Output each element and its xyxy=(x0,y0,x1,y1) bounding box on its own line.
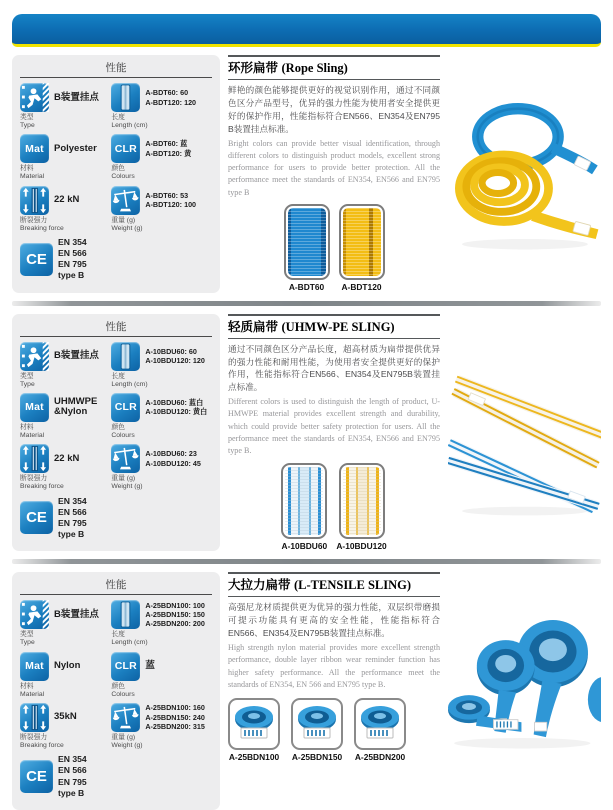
length-icon xyxy=(111,83,140,112)
length-value: A-25BDN100: 100 xyxy=(145,600,205,610)
section-uhmwpe-sling xyxy=(0,314,613,552)
material-value: Polyester xyxy=(54,142,97,154)
caption-cn: 长度 xyxy=(111,631,125,639)
mat-icon: Mat xyxy=(20,134,49,163)
spec-type-value: B装置挂点 xyxy=(54,350,99,362)
length-value: A-10BDU120: 120 xyxy=(145,356,205,366)
page-header-bar xyxy=(12,14,601,47)
spec-breaking-force xyxy=(20,703,105,750)
product-card xyxy=(354,698,406,762)
material-value: UHMWPE xyxy=(54,396,98,408)
caption-en: Colours xyxy=(111,173,135,181)
caption-cn: 类型 xyxy=(20,631,34,639)
caption-cn: 颜色 xyxy=(111,423,125,431)
caption-cn: 材料 xyxy=(20,682,34,690)
ce-mark-icon: CE xyxy=(20,243,53,276)
spec-certifications xyxy=(20,237,105,282)
spec-breaking-force xyxy=(20,186,105,233)
falling-person-icon xyxy=(20,600,49,629)
spec-weight xyxy=(111,444,212,491)
caption-en: Length (cm) xyxy=(111,639,148,647)
spec-type-value: B装置挂点 xyxy=(54,608,99,620)
caption-cn: 长度 xyxy=(111,372,125,380)
caption-en: Material xyxy=(20,173,45,181)
ce-standards: EN 354 EN 566 EN 795 type B xyxy=(58,236,87,281)
caption-cn: 重量 (g) xyxy=(111,216,136,224)
colour-value: A-BDT120: 黄 xyxy=(145,148,192,158)
caption-cn: 重量 (g) xyxy=(111,475,136,483)
caption-cn: 颜色 xyxy=(111,165,125,173)
product-photo-rope-sling xyxy=(448,55,601,293)
caption-en: Length (cm) xyxy=(111,380,148,388)
spec-colours xyxy=(111,134,212,181)
length-value: A-BDT60: 60 xyxy=(145,88,189,98)
description-en: Different colors is used to distinguish the length of product, U-HMWPE material provides excellent strength and durability, which could provide better safety protection for users. All the performance meet the standards of EN354, EN566 and EN795 type B. xyxy=(228,397,440,456)
caption-en: Breaking force xyxy=(20,224,64,232)
weight-value: A-25BDN200: 315 xyxy=(145,722,205,732)
caption-en: Type xyxy=(20,122,35,130)
section-divider xyxy=(12,559,601,564)
caption-cn: 断裂强力 xyxy=(20,216,48,224)
caption-cn: 断裂强力 xyxy=(20,733,48,741)
length-value: A-25BDN150: 150 xyxy=(145,610,205,620)
length-icon xyxy=(111,600,140,629)
caption-en: Material xyxy=(20,432,45,440)
caption-en: Weight (g) xyxy=(111,483,143,491)
description-cn: 高强尼龙材质提供更为优异的强力性能，双层织带磨损可提示功能具有更高的安全性能，性能指标符合EN566、EN354及EN795B装置挂点标准。 xyxy=(228,602,440,639)
caption-cn: 材料 xyxy=(20,165,34,173)
caption-en: Material xyxy=(20,690,45,698)
caption-en: Breaking force xyxy=(20,742,64,750)
spec-type xyxy=(20,342,105,389)
swatch-label: A-10BDU60 xyxy=(281,540,328,551)
section-content xyxy=(228,55,440,292)
product-swatch xyxy=(339,204,385,292)
webbing-photo-blue-white xyxy=(281,463,327,539)
caption-en: Length (cm) xyxy=(111,122,148,130)
mat-icon: Mat xyxy=(20,652,49,681)
section-l-tensile-sling xyxy=(0,572,613,810)
webbing-photo-yellow xyxy=(339,204,385,280)
spec-panel xyxy=(12,572,220,810)
webbing-photo-blue xyxy=(284,204,330,280)
description-cn: 鲜艳的颜色能够提供更好的视觉识别作用，通过不同颜色区分产品型号，优异的强力性能为使用者安全提供更好的保护作用，性能指标符合EN566、EN354及EN795 B装置挂点标准。 xyxy=(228,85,440,134)
webbing-photo-yellow-white xyxy=(339,463,385,539)
spec-length xyxy=(111,600,212,647)
breaking-force-icon xyxy=(20,703,49,732)
colour-value: A-10BDU60: 蓝白 xyxy=(145,398,204,408)
weight-value: A-10BDU60: 23 xyxy=(145,449,197,459)
section-title: 环形扁带 (Rope Sling) xyxy=(228,55,440,80)
section-rope-sling xyxy=(0,55,613,293)
spec-colours xyxy=(111,393,212,440)
caption-cn: 材料 xyxy=(20,423,34,431)
section-title: 轻质扁带 (UHMW-PE SLING) xyxy=(228,314,440,339)
product-card xyxy=(291,698,343,762)
coil-photo xyxy=(228,698,280,750)
colour-value: A-BDT60: 蓝 xyxy=(145,139,188,149)
material-value-2: &Nylon xyxy=(54,406,88,418)
panel-title: 性能 xyxy=(20,60,212,78)
product-card-row xyxy=(228,698,440,762)
material-value: Nylon xyxy=(54,660,81,672)
ce-mark-icon: CE xyxy=(20,760,53,793)
spec-certifications xyxy=(20,496,105,541)
panel-title: 性能 xyxy=(20,577,212,595)
ce-standards: EN 354 EN 566 EN 795 type B xyxy=(58,754,87,798)
weight-value: A-BDT60: 53 xyxy=(145,190,189,200)
caption-cn: 类型 xyxy=(20,114,34,121)
clr-icon: CLR xyxy=(111,652,140,681)
force-value: 22 kN xyxy=(54,452,80,464)
length-value: A-10BDU60: 60 xyxy=(145,346,197,356)
caption-en: Weight (g) xyxy=(111,742,143,750)
weight-scale-icon xyxy=(111,186,140,215)
description-en: Bright colors can provide better visual identification, through different colors to distinguish product models, excellent strong performance for users to provide better protection. All the performance meet the standards of EN354, EN566 and EN795 type B xyxy=(228,138,440,197)
weight-scale-icon xyxy=(111,703,140,732)
product-label: A-25BDN150 xyxy=(291,752,343,763)
product-card xyxy=(228,698,280,762)
length-value: A-BDT120: 120 xyxy=(145,97,197,107)
section-title: 大拉力扁带 (L-TENSILE SLING) xyxy=(228,572,440,597)
coil-photo xyxy=(291,698,343,750)
caption-cn: 重量 (g) xyxy=(111,733,136,741)
length-value: A-25BDN200: 200 xyxy=(145,619,205,629)
spec-certifications xyxy=(20,754,105,799)
mat-icon: Mat xyxy=(20,393,49,422)
caption-cn: 断裂强力 xyxy=(20,475,48,483)
spec-material xyxy=(20,393,105,440)
description-en: High strength nylon material provides more excellent strength performance, double layer ribbon wear reminder function has higher safety performance. All the performance meet the standards of EN354, EN 566 and EN795 type B. xyxy=(228,642,440,689)
ce-mark-icon: CE xyxy=(20,501,53,534)
caption-en: Colours xyxy=(111,432,135,440)
section-content xyxy=(228,314,440,551)
section-content xyxy=(228,572,440,762)
caption-en: Weight (g) xyxy=(111,224,143,232)
colour-value: A-10BDU120: 黄白 xyxy=(145,407,208,417)
caption-cn: 颜色 xyxy=(111,682,125,690)
breaking-force-icon xyxy=(20,444,49,473)
panel-title: 性能 xyxy=(20,319,212,337)
weight-value: A-BDT120: 100 xyxy=(145,200,197,210)
caption-cn: 类型 xyxy=(20,372,34,380)
spec-type xyxy=(20,600,105,647)
force-value: 35kN xyxy=(54,711,77,723)
weight-value: A-25BDN100: 160 xyxy=(145,703,205,713)
colour-value: 蓝 xyxy=(145,660,155,672)
spec-breaking-force xyxy=(20,444,105,491)
spec-panel xyxy=(12,314,220,552)
spec-weight xyxy=(111,186,212,233)
spec-length xyxy=(111,83,212,130)
swatch-label: A-BDT60 xyxy=(288,282,325,293)
product-label: A-25BDN200 xyxy=(354,752,406,763)
caption-en: Type xyxy=(20,639,35,647)
caption-en: Breaking force xyxy=(20,483,64,491)
clr-icon: CLR xyxy=(111,393,140,422)
spec-weight xyxy=(111,703,212,750)
clr-icon: CLR xyxy=(111,134,140,163)
product-swatch xyxy=(284,204,330,292)
swatch-row xyxy=(228,463,440,551)
product-photo-l-tensile-sling xyxy=(448,572,601,810)
product-photo-uhmwpe-sling xyxy=(448,314,601,552)
product-swatch xyxy=(281,463,327,551)
swatch-label: A-10BDU120 xyxy=(336,540,387,551)
swatch-row xyxy=(228,204,440,292)
section-divider xyxy=(12,301,601,306)
product-swatch xyxy=(336,463,386,551)
weight-scale-icon xyxy=(111,444,140,473)
weight-value: A-10BDU120: 45 xyxy=(145,458,201,468)
spec-material xyxy=(20,652,105,699)
spec-material xyxy=(20,134,105,181)
falling-person-icon xyxy=(20,83,49,112)
spec-colours xyxy=(111,652,212,699)
description-cn: 通过不同颜色区分产品长度，超高材质为扁带提供优异的强力性能和耐用性能，为使用者安全提供更好的保护作用，性能指标符合EN566、EN354及EN795B装置挂点标准。 xyxy=(228,343,440,393)
spec-length xyxy=(111,342,212,389)
length-icon xyxy=(111,342,140,371)
spec-type xyxy=(20,83,105,130)
falling-person-icon xyxy=(20,342,49,371)
spec-type-value: B装置挂点 xyxy=(54,91,99,103)
force-value: 22 kN xyxy=(54,194,80,206)
breaking-force-icon xyxy=(20,186,49,215)
caption-cn: 长度 xyxy=(111,114,125,121)
caption-en: Colours xyxy=(111,690,135,698)
swatch-label: A-BDT120 xyxy=(341,282,382,293)
weight-value: A-25BDN150: 240 xyxy=(145,712,205,722)
product-label: A-25BDN100 xyxy=(228,752,280,763)
ce-standards: EN 354 EN 566 EN 795 type B xyxy=(58,495,87,540)
caption-en: Type xyxy=(20,380,35,388)
spec-panel xyxy=(12,55,220,293)
coil-photo xyxy=(354,698,406,750)
